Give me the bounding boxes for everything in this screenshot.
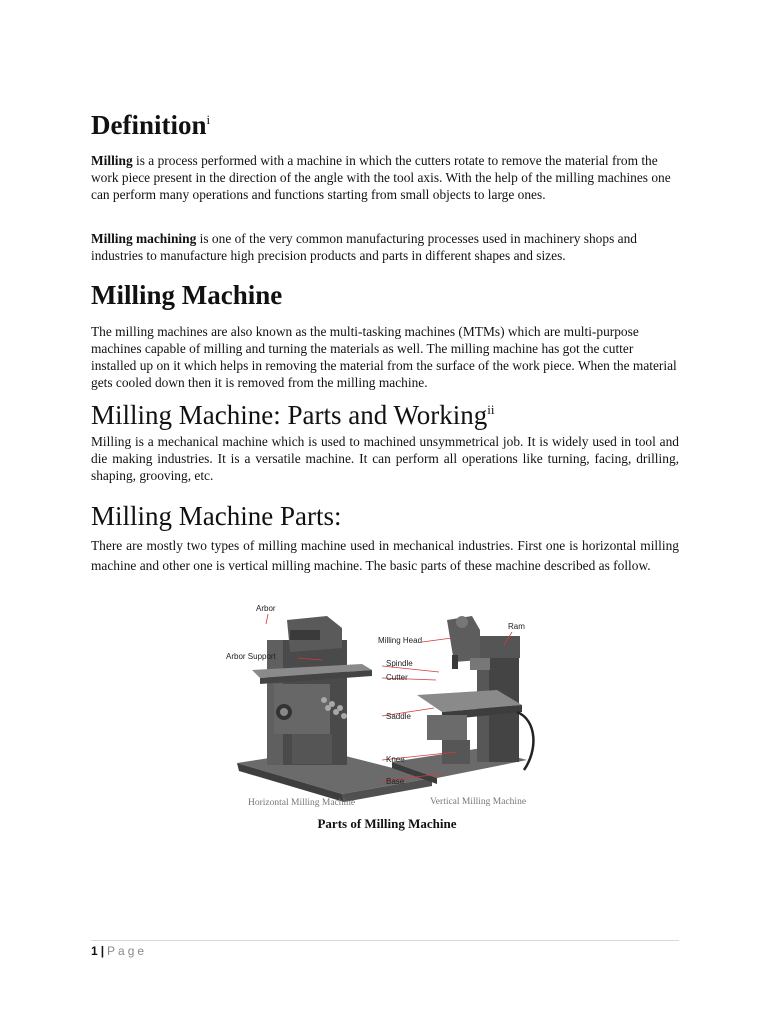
parts-paragraph: There are mostly two types of milling machine used in mechanical industries. First one is horizontal milling machine and other one is vertical milling machine. The basic parts of these machine described as follow. [91,538,679,573]
label-ram: Ram [508,622,525,631]
label-arbor-support: Arbor Support [226,652,276,661]
caption-vertical: Vertical Milling Machine [430,797,527,807]
label-saddle: Saddle [386,712,411,721]
parts-heading: Milling Machine Parts: [91,501,342,531]
parts-working-heading-text: Milling Machine: Parts and Working [91,400,488,430]
milling-machine-heading: Milling Machine [91,280,283,310]
label-arbor: Arbor [256,604,276,613]
definition-heading-text: Definition [91,110,207,140]
label-spindle: Spindle [386,659,413,668]
footnote-marker[interactable]: i [206,112,211,127]
label-knee: Knee [386,755,405,764]
page-label: Page [107,944,148,958]
definition-heading [91,110,210,141]
definition-paragraph-1 [91,152,679,203]
term-milling-machining: Milling machining [91,231,197,246]
figure-title: Parts of Milling Machine [317,816,457,831]
definition-paragraph-1-text: is a process performed with a machine in which the cutters rotate to remove the material from the work piece present in the direction of the angle with the tool axis. With the help of the milling machines one can perform many operations and functions starting from small objects to large ones. [91,153,671,202]
footnote-marker-2[interactable]: ii [487,402,495,417]
parts-working-heading [91,400,495,431]
label-base: Base [386,777,405,786]
term-milling: Milling [91,153,133,168]
footer-separator: | [100,944,105,958]
page-number: 1 [91,944,98,958]
footer-divider [91,940,679,941]
definition-paragraph-2 [91,230,679,264]
page-footer [91,944,147,958]
definition-paragraph-2-text: is one of the very common manufacturing processes used in machinery shops and industries to manufacture high precision products and parts in different shapes and sizes. [91,231,637,263]
caption-horizontal: Horizontal Milling Machine [248,798,356,808]
milling-machine-paragraph: The milling machines are also known as the multi-tasking machines (MTMs) which are multi-purpose machines capable of milling and turning the materials as well. The milling machine has got the cutter installed up on it which helps in removing the material from the surface of the work piece. When the material gets cooled down then it is removed from the milling machine. [91,324,677,390]
label-cutter: Cutter [386,673,408,682]
milling-machine-diagram [226,600,542,838]
parts-working-paragraph: Milling is a mechanical machine which is used to machined unsymmetrical job. It is widely used in tool and die making industries. It is a versatile machine. It can perform all operations like turning, facing, drilling, shaping, grooving, etc. [91,434,679,483]
label-milling-head: Milling Head [378,636,423,645]
